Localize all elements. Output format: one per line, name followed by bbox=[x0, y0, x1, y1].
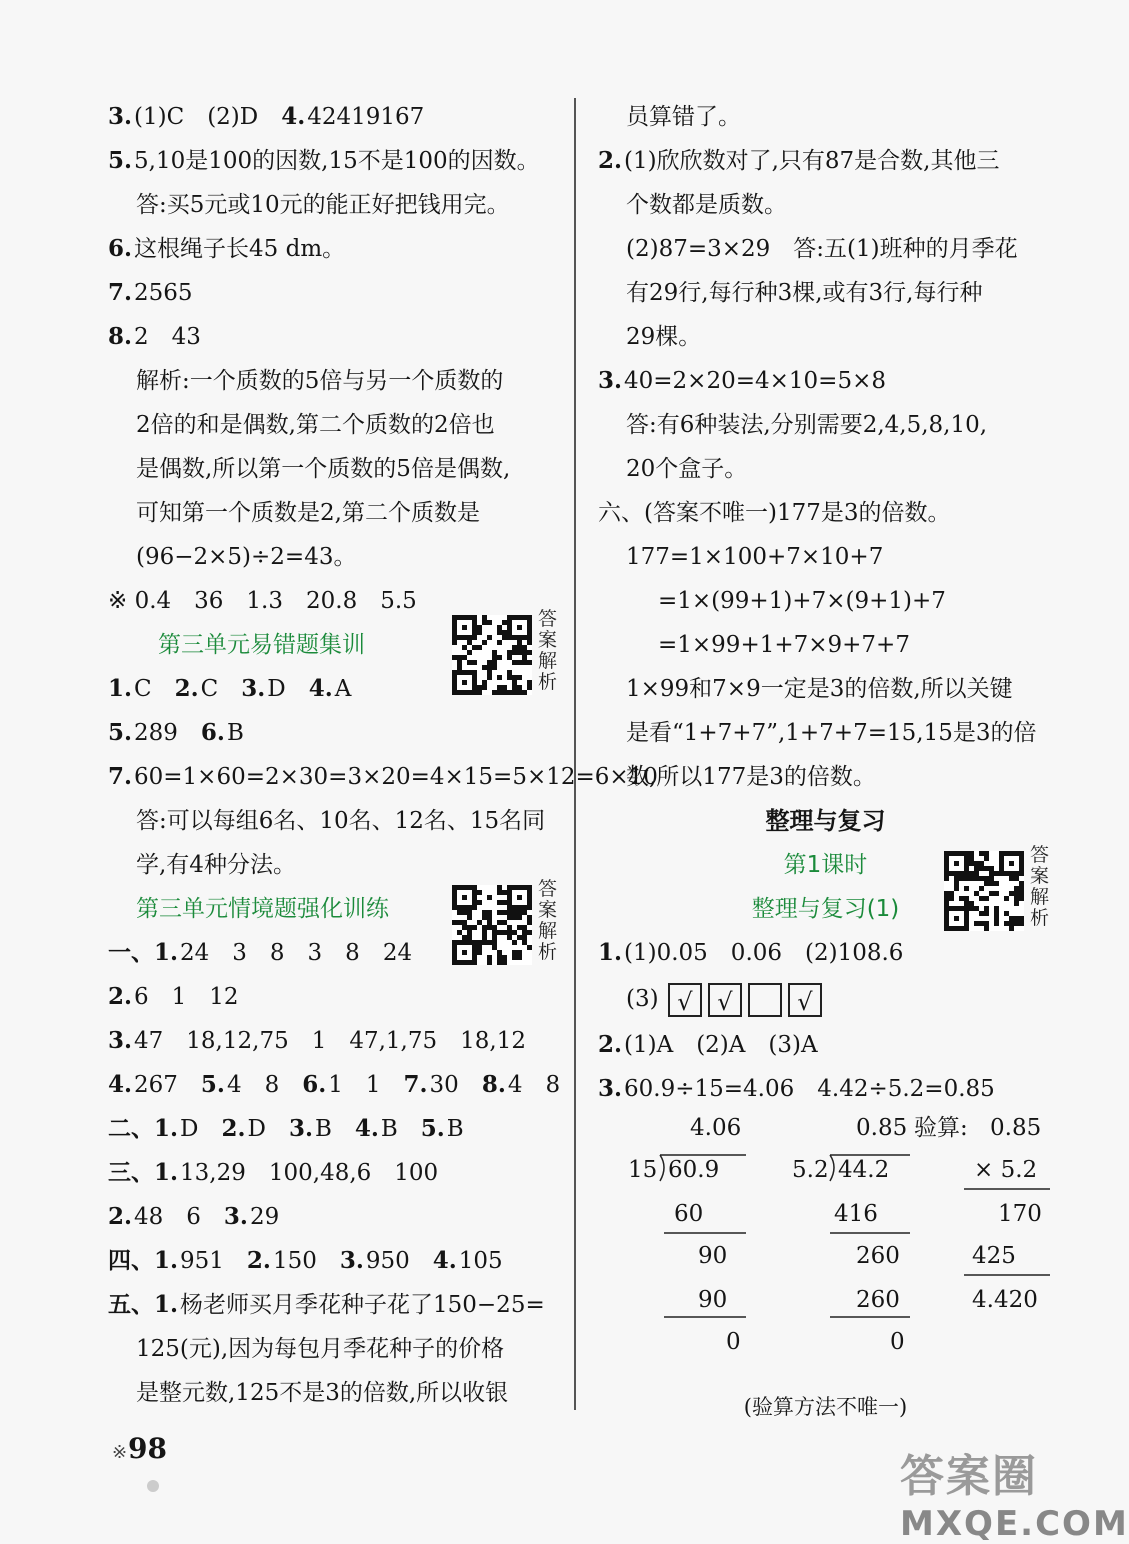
qr-module bbox=[1019, 921, 1024, 926]
qr-module bbox=[527, 905, 532, 910]
lesson-title: 第1课时 bbox=[783, 852, 868, 878]
answer-line: 个数都是质数。 bbox=[626, 192, 787, 218]
answer-line: 125(元),因为每包月季花种子的价格 bbox=[136, 1336, 505, 1362]
section-title: 第三单元易错题集训 bbox=[158, 632, 365, 658]
star-mark: ※ bbox=[112, 1442, 128, 1463]
qr-module bbox=[994, 921, 999, 926]
answer-line: 员算错了。 bbox=[626, 104, 741, 130]
answer-line: 答:可以每组6名、10名、12名、15名同 bbox=[136, 808, 546, 834]
review-q1-part3: (3) √ √ √ bbox=[598, 975, 1053, 1023]
div2-divisor: 5.2 bbox=[792, 1157, 829, 1183]
qr-module bbox=[517, 915, 522, 920]
answer-line: 4.267 5.4 8 6.1 1 7.30 8.4 8 bbox=[108, 1071, 561, 1098]
answer-line: 3.40=2×20=4×10=5×8 bbox=[598, 367, 886, 394]
qr-module bbox=[477, 690, 482, 695]
review-q3: 3.60.9÷15=4.06 4.42÷5.2=0.85 bbox=[598, 1075, 995, 1102]
answer-line: 5.289 6.B bbox=[108, 719, 244, 746]
qr-module bbox=[512, 940, 517, 945]
answer-line: 1×99和7×9一定是3的倍数,所以关键 bbox=[626, 676, 1013, 702]
qr-module bbox=[472, 635, 477, 640]
qr-module bbox=[517, 955, 522, 960]
div1-dividend: 60.9 bbox=[668, 1157, 720, 1183]
qr-label: 答 案 解 析 bbox=[1030, 844, 1050, 929]
answer-line: 8.2 43 bbox=[108, 323, 201, 350]
left-answers bbox=[108, 95, 563, 623]
answer-line: 是看“1+7+7”,1+7+7=15,15是3的倍 bbox=[626, 720, 1037, 746]
page-number: 98 bbox=[128, 1432, 167, 1465]
qr-module bbox=[482, 640, 487, 645]
answer-line: (2)87=3×29 答:五(1)班种的月季花 bbox=[626, 236, 1018, 262]
check-factor2: × 5.2 bbox=[974, 1157, 1038, 1183]
review-section bbox=[598, 799, 1053, 1429]
checkbox-2: √ bbox=[708, 983, 742, 1017]
qr-module bbox=[994, 881, 999, 886]
qr-label: 答 案 解 析 bbox=[538, 608, 558, 693]
qr-module bbox=[1014, 901, 1019, 906]
answer-line: 29棵。 bbox=[626, 324, 702, 350]
qr-module bbox=[482, 685, 487, 690]
div2-rem1: 260 bbox=[856, 1243, 900, 1269]
section-answers bbox=[108, 667, 658, 887]
qr-module bbox=[527, 640, 532, 645]
qr-module bbox=[472, 660, 477, 665]
answer-line: 3.47 18,12,75 1 47,1,75 18,12 bbox=[108, 1027, 526, 1054]
qr-module bbox=[477, 950, 482, 955]
qr-code-icon[interactable] bbox=[452, 885, 532, 965]
qr-module bbox=[954, 861, 959, 866]
review-q2: 2.(1)A (2)A (3)A bbox=[598, 1031, 818, 1058]
div2-dividend: 44.2 bbox=[838, 1157, 890, 1183]
qr-module bbox=[492, 665, 497, 670]
checkbox-4: √ bbox=[788, 983, 822, 1017]
answer-line: 一、1.24 3 8 3 8 24 bbox=[108, 939, 413, 966]
div1-quotient: 4.06 bbox=[690, 1115, 742, 1141]
qr-module bbox=[487, 895, 492, 900]
answer-line: 有29行,每行种3棵,或有3行,每行种 bbox=[626, 280, 983, 306]
qr-module bbox=[527, 650, 532, 655]
qr-module bbox=[949, 896, 954, 901]
qr-module bbox=[984, 926, 989, 931]
qr-module bbox=[472, 960, 477, 965]
div2-step1: 416 bbox=[834, 1201, 878, 1227]
page-dot bbox=[147, 1480, 159, 1492]
qr-module bbox=[462, 625, 467, 630]
answer-line: 20个盒子。 bbox=[626, 456, 748, 482]
qr-module bbox=[497, 640, 502, 645]
answer-line: =1×99+1+7×9+7+7 bbox=[658, 632, 910, 658]
qr-module bbox=[472, 905, 477, 910]
qr-module bbox=[1019, 871, 1024, 876]
qr-module bbox=[497, 675, 502, 680]
qr-module bbox=[477, 645, 482, 650]
answer-line: =1×(99+1)+7×(9+1)+7 bbox=[658, 588, 946, 614]
qr-module bbox=[487, 620, 492, 625]
div1-rem1: 90 bbox=[698, 1243, 728, 1269]
check-note: (验算方法不唯一) bbox=[743, 1395, 908, 1419]
qr-module bbox=[467, 915, 472, 920]
qr-module bbox=[527, 660, 532, 665]
answer-line: 3.(1)C (2)D 4.42419167 bbox=[108, 103, 425, 130]
right-answers bbox=[598, 95, 1053, 799]
qr-module bbox=[517, 895, 522, 900]
div2-quotient: 0.85 bbox=[856, 1115, 908, 1141]
qr-module bbox=[994, 891, 999, 896]
qr-module bbox=[487, 675, 492, 680]
answer-line: 学,有4种分法。 bbox=[136, 852, 296, 878]
qr-code-icon[interactable] bbox=[944, 851, 1024, 931]
qr-module bbox=[487, 960, 492, 965]
div2-rem2: 0 bbox=[890, 1329, 905, 1355]
answer-line: 二、1.D 2.D 3.B 4.B 5.B bbox=[108, 1115, 464, 1142]
qr-module bbox=[452, 640, 457, 645]
qr-module bbox=[1009, 861, 1014, 866]
check-label: 验算: bbox=[914, 1115, 968, 1141]
answer-line: 1.C 2.C 3.D 4.A bbox=[108, 675, 352, 702]
right-column bbox=[598, 95, 1053, 1429]
qr-label: 答 案 解 析 bbox=[538, 878, 558, 963]
answer-line: 数,所以177是3的倍数。 bbox=[626, 764, 876, 790]
qr-module bbox=[964, 886, 969, 891]
qr-module bbox=[527, 945, 532, 950]
qr-module bbox=[984, 896, 989, 901]
qr-module bbox=[1019, 896, 1024, 901]
div1-step1: 60 bbox=[674, 1201, 704, 1227]
qr-module bbox=[1009, 926, 1014, 931]
answer-line: ※ 0.4 36 1.3 20.8 5.5 bbox=[108, 588, 417, 614]
answer-line: 2.(1)欣欣数对了,只有87是合数,其他三 bbox=[598, 147, 1000, 174]
section-title: 第三单元情境题强化训练 bbox=[136, 896, 389, 922]
left-column bbox=[108, 95, 658, 1415]
qr-module bbox=[527, 920, 532, 925]
answer-line: 5.5,10是100的因数,15不是100的因数。 bbox=[108, 147, 540, 174]
qr-module bbox=[979, 886, 984, 891]
qr-module bbox=[954, 886, 959, 891]
answer-line: 解析:一个质数的5倍与另一个质数的 bbox=[136, 368, 504, 394]
qr-module bbox=[502, 960, 507, 965]
check-partial2: 425 bbox=[972, 1243, 1016, 1269]
qr-module bbox=[964, 926, 969, 931]
qr-module bbox=[472, 925, 477, 930]
answer-line: (96−2×5)÷2=43。 bbox=[136, 544, 357, 570]
checkbox-3 bbox=[748, 983, 782, 1017]
answer-line: 6.这根绳子长45 dm。 bbox=[108, 235, 346, 262]
qr-module bbox=[477, 900, 482, 905]
check-partial1: 170 bbox=[998, 1201, 1042, 1227]
qr-module bbox=[462, 895, 467, 900]
qr-module bbox=[497, 655, 502, 660]
answer-line: 2倍的和是偶数,第二个质数的2倍也 bbox=[136, 412, 495, 438]
qr-module bbox=[467, 650, 472, 655]
qr-module bbox=[944, 876, 949, 881]
qr-module bbox=[462, 680, 467, 685]
review-heading: 整理与复习 bbox=[765, 807, 886, 835]
qr-module bbox=[517, 675, 522, 680]
qr-module bbox=[527, 685, 532, 690]
qr-module bbox=[984, 856, 989, 861]
answer-line: 是偶数,所以第一个质数的5倍是偶数, bbox=[136, 456, 511, 482]
answer-line: 三、1.13,29 100,48,6 100 bbox=[108, 1159, 439, 1186]
qr-module bbox=[527, 930, 532, 935]
answer-line: 2.6 1 12 bbox=[108, 983, 239, 1010]
qr-module bbox=[477, 630, 482, 635]
qr-code-icon[interactable] bbox=[452, 615, 532, 695]
div1-rem2: 0 bbox=[726, 1329, 741, 1355]
answer-line: 7.2565 bbox=[108, 279, 193, 306]
qr-module bbox=[517, 625, 522, 630]
qr-module bbox=[954, 916, 959, 921]
div1-step2: 90 bbox=[698, 1287, 728, 1313]
check-product: 4.420 bbox=[972, 1287, 1038, 1313]
qr-module bbox=[1004, 896, 1009, 901]
checkbox-1: √ bbox=[668, 983, 702, 1017]
qr-module bbox=[477, 890, 482, 895]
answer-line: 六、(答案不唯一)177是3的倍数。 bbox=[598, 500, 951, 526]
section-answers bbox=[108, 931, 563, 1415]
div1-divisor: 15 bbox=[628, 1157, 658, 1183]
review-q1: 1.(1)0.05 0.06 (2)108.6 bbox=[598, 939, 904, 966]
check-factor1: 0.85 bbox=[990, 1115, 1042, 1141]
answer-line: 2.48 6 3.29 bbox=[108, 1203, 280, 1230]
answer-line: 177=1×100+7×10+7 bbox=[626, 544, 884, 570]
answer-line: 四、1.951 2.150 3.950 4.105 bbox=[108, 1247, 503, 1274]
answer-line: 答:有6种装法,分别需要2,4,5,8,10, bbox=[626, 412, 988, 438]
answer-line: 五、1.杨老师买月季花种子花了150−25= bbox=[108, 1291, 545, 1318]
answer-line: 7.60=1×60=2×30=3×20=4×15=5×12=6×10 bbox=[108, 763, 658, 790]
qr-module bbox=[462, 950, 467, 955]
div2-step2: 260 bbox=[856, 1287, 900, 1313]
qr-module bbox=[984, 911, 989, 916]
column-divider bbox=[574, 98, 576, 1410]
watermark-logo: 答案圈 MXQE.COM bbox=[900, 1451, 1129, 1544]
section-unit3-context bbox=[108, 878, 563, 1415]
section-unit3-errors bbox=[108, 608, 658, 887]
review-subtitle: 整理与复习(1) bbox=[751, 896, 900, 922]
answer-line: 答:买5元或10元的能正好把钱用完。 bbox=[136, 192, 510, 218]
qr-module bbox=[522, 690, 527, 695]
long-division-work bbox=[598, 1111, 1058, 1381]
answer-line: 可知第一个质数是2,第二个质数是 bbox=[136, 500, 480, 526]
answer-line: 是整元数,125不是3的倍数,所以收银 bbox=[136, 1380, 509, 1406]
qr-module bbox=[487, 635, 492, 640]
